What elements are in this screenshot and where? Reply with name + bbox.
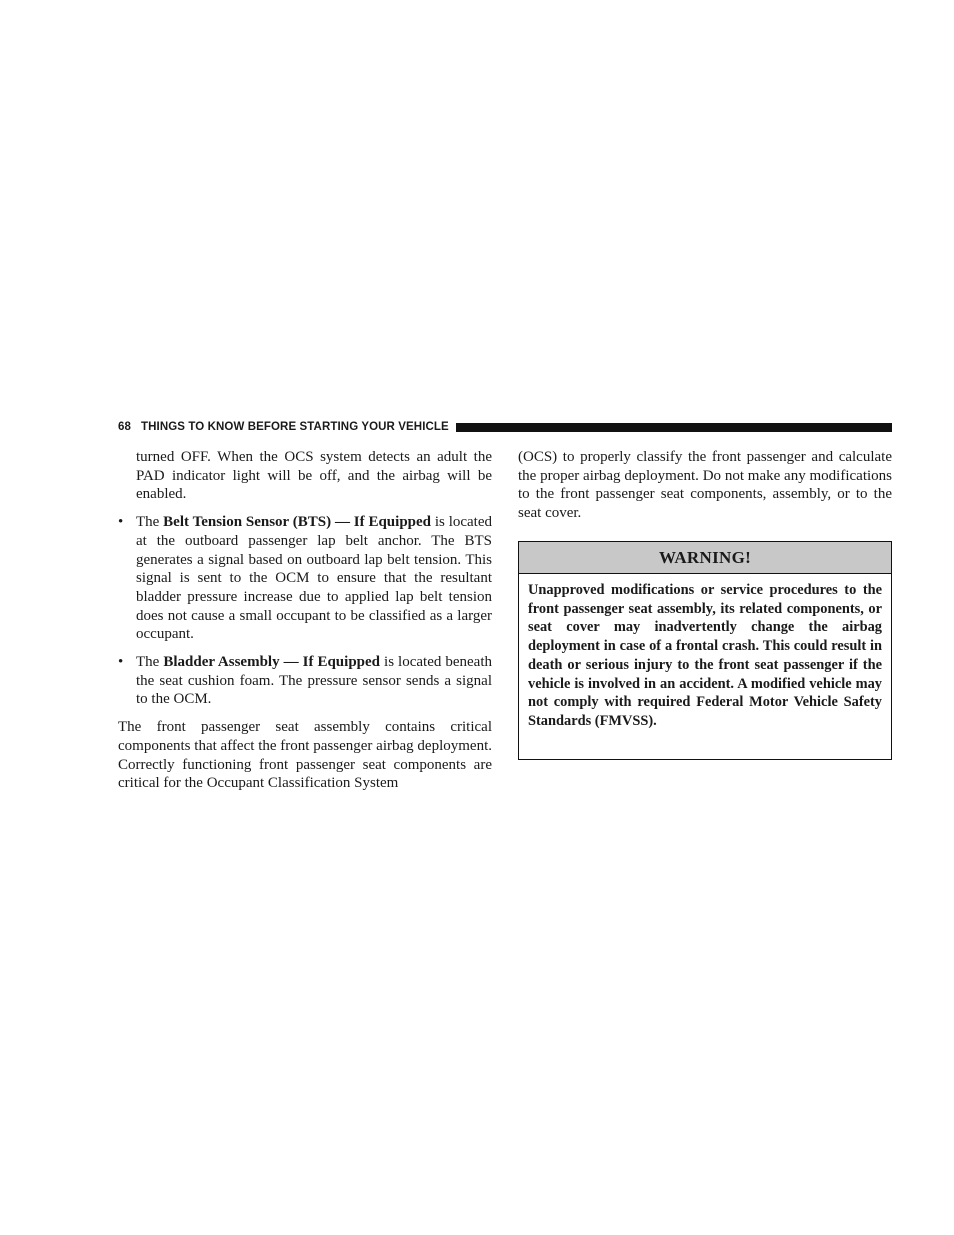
warning-title: WARNING! xyxy=(519,542,891,574)
header-rule xyxy=(456,423,892,432)
bullet-lead: The xyxy=(136,654,160,671)
bullet-term: Bladder Assembly — If Equipped xyxy=(163,654,381,671)
bullet-icon: • xyxy=(118,514,124,531)
body-paragraph: The front passenger seat assembly contains critical components that affect the front passenger airbag deployment. Correctly functioning front passenger seat components are critical for the Occupant Classification System xyxy=(118,719,492,792)
page-number: 68 xyxy=(118,421,131,433)
page-header xyxy=(118,419,892,435)
bullet-item-belt-tension-sensor xyxy=(118,513,492,644)
bullet-text: is located beneath the seat cushion foam. The pressure sensor sends a signal to the OCM. xyxy=(136,654,493,708)
right-column xyxy=(518,448,892,523)
section-title: THINGS TO KNOW BEFORE STARTING YOUR VEHICLE xyxy=(141,421,449,433)
left-column xyxy=(118,448,492,793)
body-paragraph: (OCS) to properly classify the front passenger and calculate the proper airbag deployment. Do not make any modifications to the front passenger seat components, assembly, or to the seat cover. xyxy=(518,449,892,522)
bullet-text: is located at the outboard passenger lap belt anchor. The BTS generates a signal based on outboard lap belt tension. This signal is sent to the OCM to ensure that the resultant bladder pressure increase due to applied lap belt tension does not cause a small occupant to be classified as a larger occupant. xyxy=(136,514,493,643)
continued-text: turned OFF. When the OCS system detects an adult the PAD indicator light will be off, and the airbag will be enabled. xyxy=(136,449,492,503)
bullet-term: Belt Tension Sensor (BTS) — If Equipped xyxy=(163,514,432,531)
warning-body: Unapproved modifications or service procedures to the front passenger seat assembly, its related components, or seat cover may inadvertently change the airbag deployment in case of a frontal crash. This could result in death or serious injury to the front seat passenger if the vehicle is involved in an accident. A modified vehicle may not comply with required Federal Motor Vehicle Safety Standards (FMVSS). xyxy=(528,582,882,729)
bullet-icon: • xyxy=(118,654,124,671)
bullet-item-bladder-assembly xyxy=(118,653,492,709)
bullet-lead: The xyxy=(136,514,160,531)
warning-box xyxy=(518,541,892,760)
